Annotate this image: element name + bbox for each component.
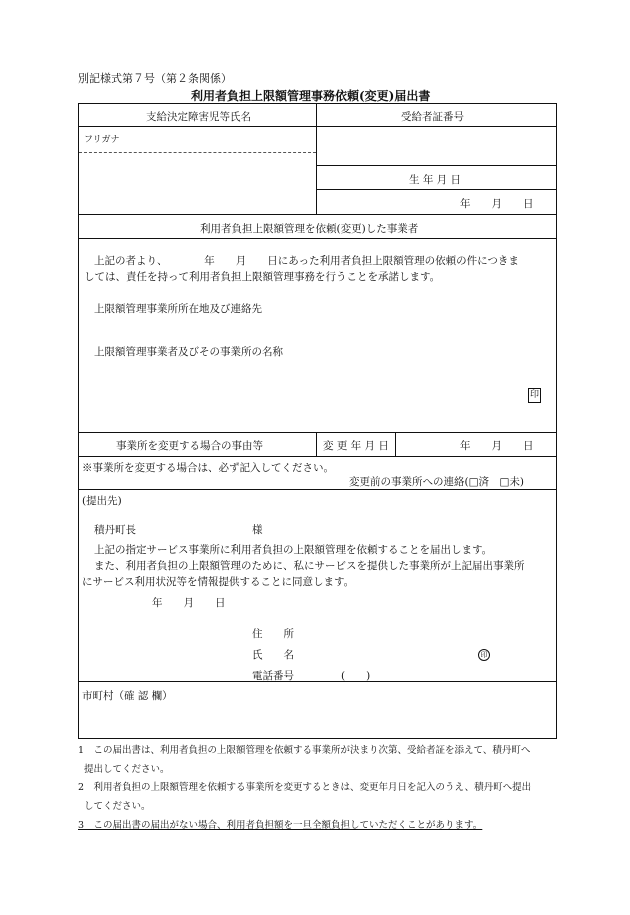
submission-text-1: 上記の指定サービス事業所に利用者負担の上限額管理を依頼することを届出します。	[94, 544, 493, 556]
cert-number-header: 受給者証番号	[401, 111, 464, 123]
consent-line-2: しては、責任を持って利用者負担上限額管理事務を行うことを承諾します。	[84, 271, 441, 283]
applicant-name-label: 氏 名	[252, 649, 294, 661]
note-2-cont: してください。	[84, 801, 151, 812]
birth-date-value: 年 月 日	[460, 198, 534, 210]
prior-office-contact: 変更前の事業所への連絡(□済 □未)	[349, 476, 525, 488]
note-3: 3 この届出書の届出がない場合、利用者負担額を一旦全額負担していただくことがあります。	[78, 820, 483, 831]
applicant-seal-mark: 印	[478, 649, 490, 661]
section-title: 利用者負担上限額管理を依頼(変更)した事業者	[200, 223, 419, 235]
change-date-value: 年 月 日	[460, 440, 534, 452]
applicant-address-label: 住 所	[252, 628, 294, 640]
change-reason-label: 事業所を変更する場合の事由等	[116, 440, 263, 452]
phone-label: 電話番号	[252, 670, 294, 682]
seal-mark: 印	[528, 388, 541, 403]
note-1: 1 この届出書は、利用者負担の上限額管理を依頼する事業所が決まり次第、受給者証を添えて、積丹町へ	[78, 745, 531, 756]
submission-text-3: にサービス利用状況等を情報提供することに同意します。	[82, 576, 355, 588]
phone-parentheses: ( )	[341, 670, 371, 682]
furigana-label: フリガナ	[84, 135, 120, 145]
note-2: 2 利用者負担の上限額管理を依頼する事業所を変更するときは、変更年月日を記入のうえ、積丹町へ提出	[78, 782, 532, 793]
form-number: 別記様式第７号（第２条関係）	[78, 72, 232, 85]
city-confirm-label: 市町村（確 認 欄）	[82, 690, 173, 702]
consent-line-1: 上記の者より、 年 月 日にあった利用者負担上限額管理の依頼の件につきま	[94, 255, 519, 267]
mayor-label: 積丹町長	[94, 524, 136, 536]
name-header: 支給決定障害児等氏名	[146, 111, 251, 123]
note-1-cont: 提出してください。	[84, 764, 170, 775]
submission-text-2: また、利用者負担の上限額管理のために、私にサービスを提供した事業所が上記届出事業所	[94, 560, 525, 572]
submission-date: 年 月 日	[152, 597, 226, 609]
office-address-label: 上限額管理事業所所在地及び連絡先	[94, 303, 262, 315]
form-table	[78, 103, 557, 739]
honorific: 様	[252, 524, 263, 536]
birth-date-label: 生 年 月 日	[409, 174, 462, 186]
change-date-label: 変 更 年 月 日	[323, 440, 389, 452]
office-name-label: 上限額管理事業者及びその事業所の名称	[94, 346, 283, 358]
form-title: 利用者負担上限額管理事務依頼(変更)届出書	[191, 89, 431, 103]
change-notice: ※事業所を変更する場合は、必ず記入してください。	[82, 462, 334, 474]
submit-to-label: (提出先)	[82, 495, 122, 507]
